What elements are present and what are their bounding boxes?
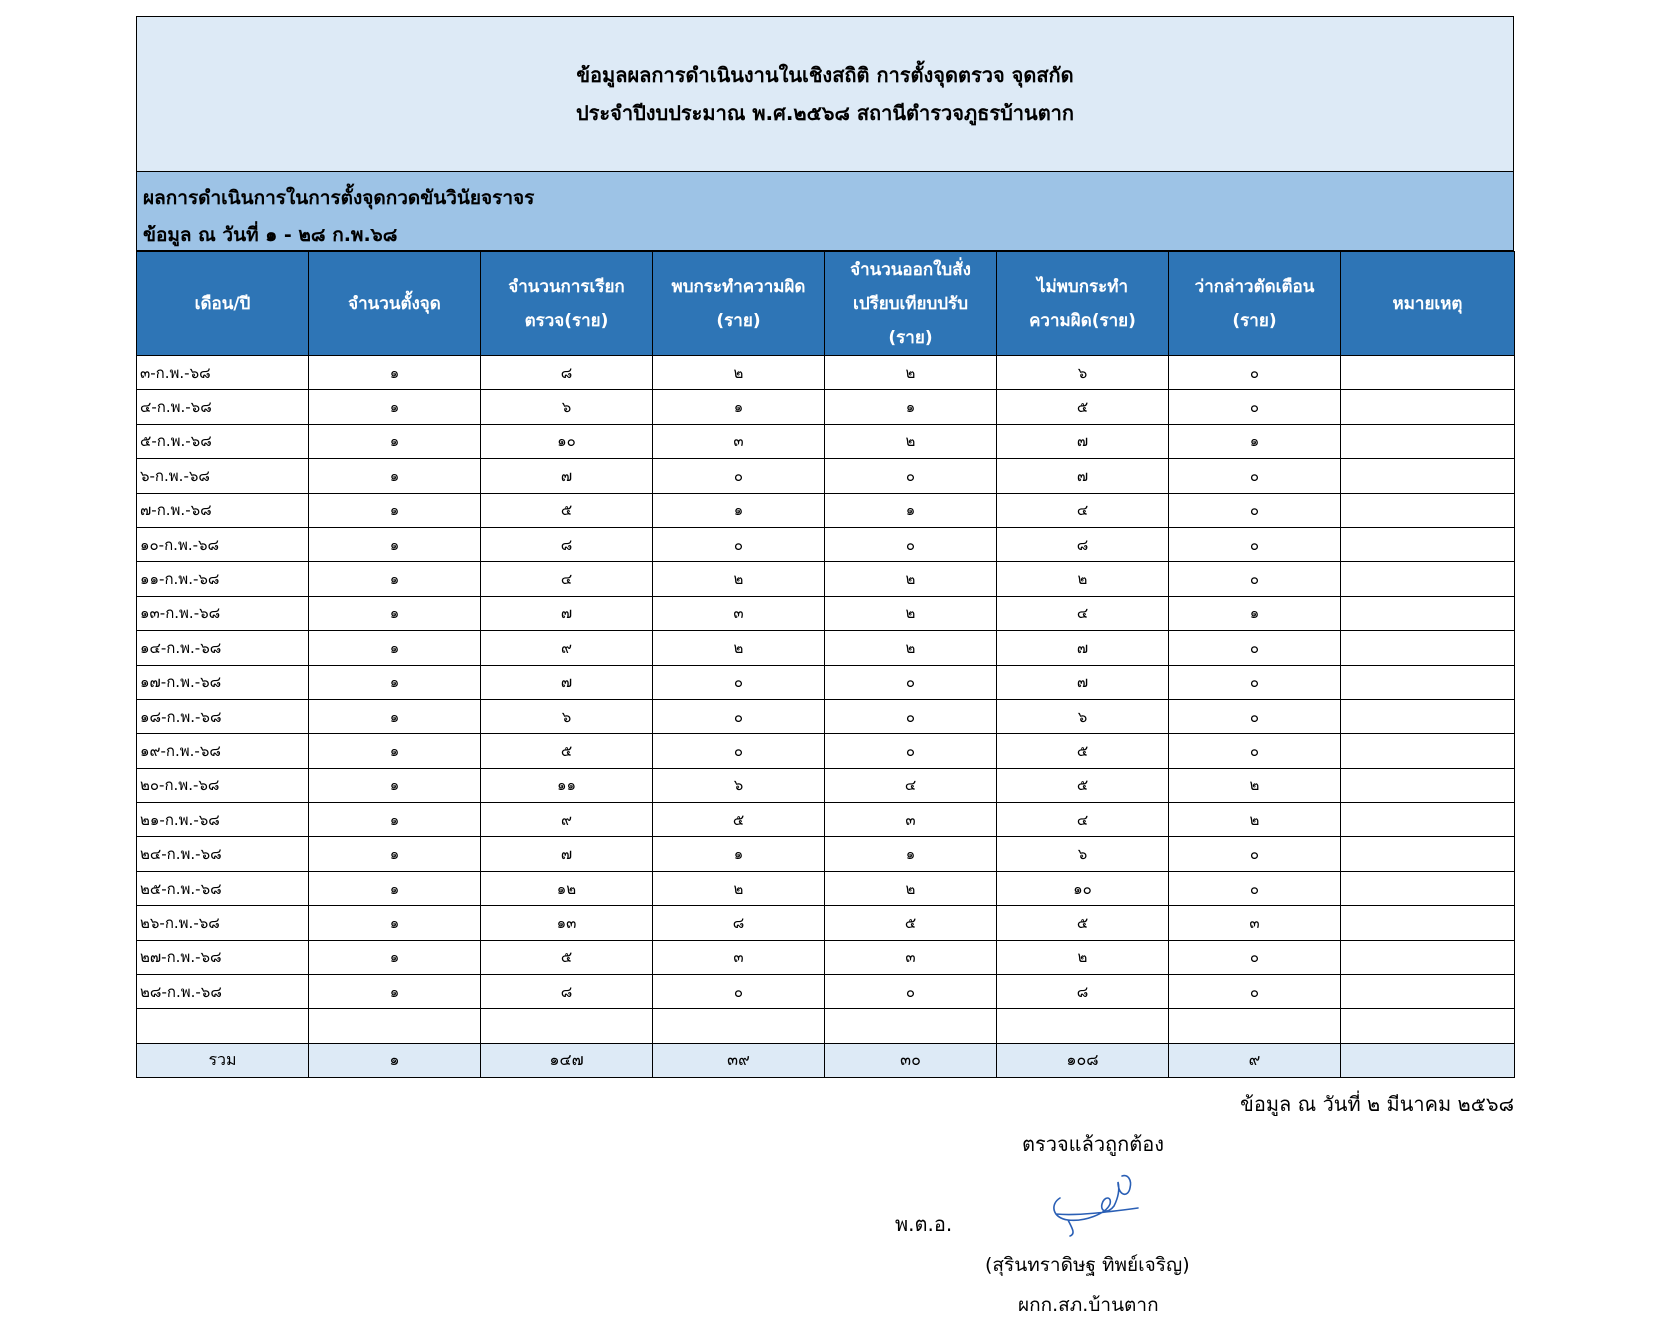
value-cell: ๘ [997, 527, 1169, 561]
value-cell: ๐ [1169, 699, 1341, 733]
value-cell: ๑ [309, 562, 481, 596]
value-cell: ๐ [1169, 940, 1341, 974]
value-cell: ๕ [481, 493, 653, 527]
value-cell: ๒ [1169, 803, 1341, 837]
section-title: ผลการดำเนินการในการตั้งจุดกวดขันวินัยจราจร [143, 187, 535, 209]
value-cell: ๐ [825, 665, 997, 699]
value-cell: ๑ [309, 734, 481, 768]
column-header [1341, 252, 1515, 356]
table-header-row [137, 252, 1515, 356]
table-row [137, 596, 1515, 630]
column-header [997, 252, 1169, 356]
value-cell: ๑ [309, 699, 481, 733]
table-row [137, 527, 1515, 561]
value-cell: ๑ [825, 390, 997, 424]
date-cell: ๒๐-ก.พ.-๖๘ [137, 768, 309, 802]
value-cell: ๐ [1169, 562, 1341, 596]
report-subtitle: ประจำปีงบประมาณ พ.ศ.๒๕๖๘ สถานีตำรวจภูธรบ้านตาก [575, 101, 1075, 125]
value-cell: ๓ [1169, 906, 1341, 940]
value-cell: ๑ [309, 837, 481, 871]
value-cell: ๔ [997, 493, 1169, 527]
column-header [825, 252, 997, 356]
value-cell [1341, 665, 1515, 699]
table-row [137, 356, 1515, 390]
value-cell: ๒ [825, 631, 997, 665]
column-header [1169, 252, 1341, 356]
value-cell: ๑ [825, 493, 997, 527]
value-cell [1341, 1043, 1515, 1077]
table-row [137, 975, 1515, 1009]
value-cell: ๐ [653, 699, 825, 733]
report-title-box [136, 16, 1514, 172]
date-cell: ๑๓-ก.พ.-๖๘ [137, 596, 309, 630]
date-cell: ๑๗-ก.พ.-๖๘ [137, 665, 309, 699]
date-cell: ๒๗-ก.พ.-๖๘ [137, 940, 309, 974]
value-cell: ๐ [825, 975, 997, 1009]
table-row [137, 459, 1515, 493]
data-as-of-date: ข้อมูล ณ วันที่ ๒ มีนาคม ๒๕๖๘ [1240, 1092, 1514, 1116]
value-cell: ๕ [825, 906, 997, 940]
value-cell: ๗ [997, 631, 1169, 665]
date-cell: ๑๘-ก.พ.-๖๘ [137, 699, 309, 733]
value-cell: ๒ [653, 562, 825, 596]
column-header-line: จำนวนการเรียก [508, 276, 625, 297]
value-cell: ๖ [997, 356, 1169, 390]
value-cell: ๒ [653, 356, 825, 390]
value-cell: ๑ [309, 596, 481, 630]
value-cell: ๑ [825, 837, 997, 871]
column-header-line: พบกระทำความผิด [671, 276, 806, 297]
value-cell [1341, 631, 1515, 665]
value-cell: ๑ [309, 975, 481, 1009]
value-cell: ๔ [997, 803, 1169, 837]
value-cell: ๐ [1169, 734, 1341, 768]
value-cell: ๒ [653, 631, 825, 665]
value-cell: ๕ [997, 768, 1169, 802]
value-cell: ๗ [997, 424, 1169, 458]
report-title: ข้อมูลผลการดำเนินงานในเชิงสถิติ การตั้งจุดตรวจ จุดสกัด [576, 63, 1074, 87]
value-cell: ๑ [1169, 596, 1341, 630]
total-label: รวม [137, 1043, 309, 1077]
value-cell: ๑ [1169, 424, 1341, 458]
signature-stroke [1048, 1168, 1148, 1240]
value-cell: ๒ [825, 424, 997, 458]
column-header [309, 252, 481, 356]
value-cell [481, 1009, 653, 1043]
date-cell: ๗-ก.พ.-๖๘ [137, 493, 309, 527]
table-row [137, 1009, 1515, 1043]
value-cell: ๑ [309, 493, 481, 527]
value-cell: ๒ [1169, 768, 1341, 802]
value-cell [1341, 940, 1515, 974]
column-header-line: เดือน/ปี [194, 293, 251, 314]
value-cell: ๐ [1169, 459, 1341, 493]
value-cell: ๑ [309, 906, 481, 940]
value-cell: ๕ [653, 803, 825, 837]
value-cell: ๐ [1169, 975, 1341, 1009]
value-cell: ๐ [653, 975, 825, 1009]
value-cell: ๑ [309, 390, 481, 424]
value-cell: ๓ [825, 803, 997, 837]
value-cell: ๓๙ [653, 1043, 825, 1077]
value-cell: ๑๐๘ [997, 1043, 1169, 1077]
value-cell [1341, 699, 1515, 733]
date-cell: ๑๐-ก.พ.-๖๘ [137, 527, 309, 561]
table-row [137, 734, 1515, 768]
column-header-line: เปรียบเทียบปรับ [853, 293, 968, 314]
value-cell [1341, 493, 1515, 527]
table-body [137, 356, 1515, 1078]
value-cell: ๑๐ [481, 424, 653, 458]
value-cell [825, 1009, 997, 1043]
value-cell: ๑ [653, 390, 825, 424]
value-cell: ๑ [309, 871, 481, 905]
value-cell: ๘ [653, 906, 825, 940]
value-cell [997, 1009, 1169, 1043]
section-header [136, 172, 1514, 251]
table-row [137, 562, 1515, 596]
date-cell: ๒๕-ก.พ.-๖๘ [137, 871, 309, 905]
date-cell: ๓-ก.พ.-๖๘ [137, 356, 309, 390]
value-cell: ๑ [309, 803, 481, 837]
value-cell: ๑๓ [481, 906, 653, 940]
value-cell: ๙ [481, 803, 653, 837]
value-cell: ๘ [997, 975, 1169, 1009]
value-cell: ๗ [997, 459, 1169, 493]
column-header-line: ความผิด(ราย) [1029, 310, 1136, 331]
value-cell: ๕ [997, 390, 1169, 424]
value-cell: ๕ [481, 940, 653, 974]
value-cell: ๑๑ [481, 768, 653, 802]
value-cell: ๐ [1169, 390, 1341, 424]
officer-name: (สุรินทราดิษฐ ทิพย์เจริญ) [985, 1254, 1190, 1276]
value-cell [1341, 390, 1515, 424]
value-cell: ๖ [997, 837, 1169, 871]
value-cell: ๙ [481, 631, 653, 665]
value-cell: ๘ [481, 356, 653, 390]
date-cell: ๒๑-ก.พ.-๖๘ [137, 803, 309, 837]
value-cell [1341, 562, 1515, 596]
date-cell [137, 1009, 309, 1043]
value-cell: ๗ [997, 665, 1169, 699]
column-header [137, 252, 309, 356]
value-cell: ๘ [481, 975, 653, 1009]
column-header-line: (ราย) [1232, 310, 1277, 331]
verified-label: ตรวจแล้วถูกต้อง [1022, 1132, 1165, 1156]
value-cell: ๐ [825, 734, 997, 768]
value-cell [1341, 459, 1515, 493]
column-header-line: จำนวนออกใบสั่ง [850, 259, 971, 280]
table-row [137, 493, 1515, 527]
column-header-line: ตรวจ(ราย) [524, 310, 609, 331]
table-row [137, 768, 1515, 802]
table-row [137, 940, 1515, 974]
value-cell [1169, 1009, 1341, 1043]
value-cell: ๑๒ [481, 871, 653, 905]
table-row [137, 906, 1515, 940]
value-cell [1341, 803, 1515, 837]
value-cell: ๑ [653, 837, 825, 871]
value-cell [309, 1009, 481, 1043]
value-cell: ๒ [997, 940, 1169, 974]
officer-rank: พ.ต.อ. [895, 1212, 953, 1236]
value-cell: ๐ [825, 699, 997, 733]
value-cell: ๑ [653, 493, 825, 527]
value-cell: ๑๐ [997, 871, 1169, 905]
value-cell: ๘ [481, 527, 653, 561]
value-cell: ๓ [825, 940, 997, 974]
value-cell [1341, 975, 1515, 1009]
column-header-line: (ราย) [716, 310, 761, 331]
date-cell: ๕-ก.พ.-๖๘ [137, 424, 309, 458]
value-cell: ๑ [309, 356, 481, 390]
value-cell: ๒ [653, 871, 825, 905]
value-cell: ๐ [653, 734, 825, 768]
value-cell: ๒ [825, 562, 997, 596]
checkpoint-stats-table [136, 251, 1515, 1078]
value-cell: ๒ [825, 356, 997, 390]
column-header-line: (ราย) [888, 327, 933, 348]
column-header-line: ไม่พบกระทำ [1036, 276, 1129, 297]
table-row [137, 424, 1515, 458]
date-cell: ๔-ก.พ.-๖๘ [137, 390, 309, 424]
value-cell: ๗ [481, 837, 653, 871]
value-cell [1341, 527, 1515, 561]
value-cell: ๕ [997, 906, 1169, 940]
value-cell: ๐ [653, 459, 825, 493]
value-cell: ๖ [481, 699, 653, 733]
signature-image [1048, 1168, 1148, 1244]
column-header-line: หมายเหตุ [1392, 293, 1463, 314]
value-cell [1341, 596, 1515, 630]
date-cell: ๒๘-ก.พ.-๖๘ [137, 975, 309, 1009]
value-cell: ๔ [825, 768, 997, 802]
officer-position: ผกก.สภ.บ้านตาก [1018, 1294, 1159, 1316]
date-cell: ๑๑-ก.พ.-๖๘ [137, 562, 309, 596]
value-cell: ๐ [1169, 631, 1341, 665]
value-cell: ๐ [1169, 356, 1341, 390]
value-cell: ๑ [309, 940, 481, 974]
section-date-range: ข้อมูล ณ วันที่ ๑ - ๒๘ ก.พ.๖๘ [143, 224, 398, 246]
value-cell: ๖ [997, 699, 1169, 733]
value-cell: ๓ [653, 424, 825, 458]
value-cell [1341, 837, 1515, 871]
date-cell: ๖-ก.พ.-๖๘ [137, 459, 309, 493]
value-cell: ๔ [481, 562, 653, 596]
value-cell: ๗ [481, 665, 653, 699]
value-cell: ๕ [481, 734, 653, 768]
value-cell [1341, 1009, 1515, 1043]
value-cell: ๕ [997, 734, 1169, 768]
value-cell [1341, 768, 1515, 802]
value-cell: ๑ [309, 768, 481, 802]
table-row [137, 837, 1515, 871]
value-cell [1341, 424, 1515, 458]
table-row [137, 699, 1515, 733]
value-cell: ๗ [481, 596, 653, 630]
report-sheet [136, 16, 1514, 1078]
value-cell: ๐ [653, 665, 825, 699]
value-cell: ๑ [309, 1043, 481, 1077]
value-cell: ๓๐ [825, 1043, 997, 1077]
value-cell: ๑ [309, 665, 481, 699]
value-cell: ๓ [653, 940, 825, 974]
value-cell [1341, 734, 1515, 768]
value-cell: ๔ [997, 596, 1169, 630]
value-cell: ๙ [1169, 1043, 1341, 1077]
column-header-line: จำนวนตั้งจุด [348, 293, 441, 314]
value-cell: ๐ [825, 459, 997, 493]
value-cell: ๐ [1169, 837, 1341, 871]
value-cell: ๖ [481, 390, 653, 424]
table-row [137, 390, 1515, 424]
value-cell [653, 1009, 825, 1043]
date-cell: ๑๔-ก.พ.-๖๘ [137, 631, 309, 665]
value-cell: ๗ [481, 459, 653, 493]
table-row [137, 871, 1515, 905]
value-cell: ๓ [653, 596, 825, 630]
table-row [137, 803, 1515, 837]
value-cell: ๒ [825, 596, 997, 630]
value-cell: ๑ [309, 631, 481, 665]
date-cell: ๑๙-ก.พ.-๖๘ [137, 734, 309, 768]
value-cell: ๑ [309, 527, 481, 561]
total-row [137, 1043, 1515, 1077]
value-cell [1341, 356, 1515, 390]
value-cell [1341, 906, 1515, 940]
column-header-line: ว่ากล่าวตัดเตือน [1194, 276, 1315, 297]
value-cell: ๐ [825, 527, 997, 561]
value-cell: ๒ [997, 562, 1169, 596]
value-cell [1341, 871, 1515, 905]
value-cell: ๑๔๗ [481, 1043, 653, 1077]
date-cell: ๒๖-ก.พ.-๖๘ [137, 906, 309, 940]
value-cell: ๑ [309, 459, 481, 493]
value-cell: ๐ [1169, 871, 1341, 905]
value-cell: ๑ [309, 424, 481, 458]
column-header [481, 252, 653, 356]
value-cell: ๐ [1169, 527, 1341, 561]
date-cell: ๒๔-ก.พ.-๖๘ [137, 837, 309, 871]
table-row [137, 665, 1515, 699]
table-row [137, 631, 1515, 665]
value-cell: ๐ [1169, 665, 1341, 699]
column-header [653, 252, 825, 356]
value-cell: ๐ [1169, 493, 1341, 527]
value-cell: ๒ [825, 871, 997, 905]
value-cell: ๐ [653, 527, 825, 561]
value-cell: ๖ [653, 768, 825, 802]
